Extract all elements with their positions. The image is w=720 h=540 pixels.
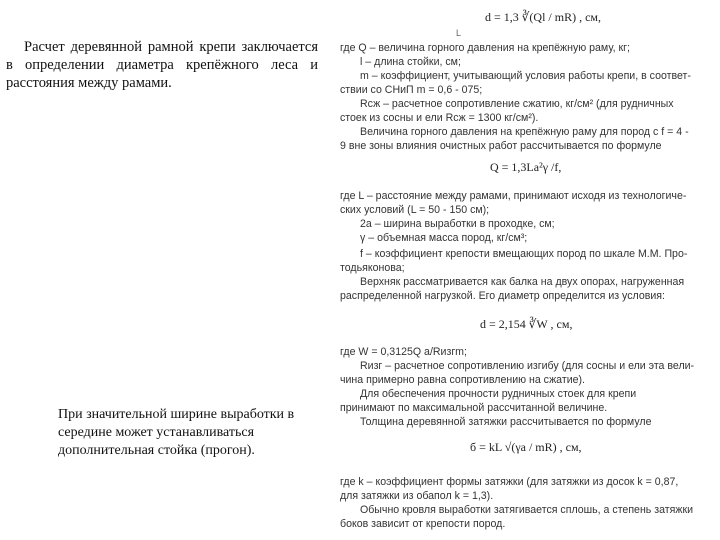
text-line: Для обеспечения прочности рудничных стоек для крепи <box>360 388 637 400</box>
note-text: При значительной ширине выработки в середине может устанавливаться дополнительная стойка (прогон). <box>58 407 295 458</box>
text-line: 9 вне зоны влияния очистных работ рассчитывается по формуле <box>340 140 662 152</box>
text-line: где W = 0,3125Q a/Rизгm; <box>340 346 467 358</box>
text-line: боков зависит от крепости пород. <box>340 518 506 530</box>
text-line: где k – коэффициент формы затяжки (для затяжки из досок k = 0,87, <box>340 476 679 488</box>
text-line: Величина горного давления на крепёжную раму для пород с f = 4 - <box>360 126 689 138</box>
text-line: тодьяконова; <box>340 262 405 274</box>
text-line: f – коэффициент крепости вмещающих пород по шкале М.М. Про- <box>360 248 688 260</box>
intro-paragraph <box>6 38 318 92</box>
text-line: стоек из сосны и ели Rсж = 1300 кг/см²). <box>340 112 539 124</box>
text-line: распределенной нагрузкой. Его диаметр определится из условия: <box>340 290 665 302</box>
formula-diameter-stoyka: d = 1,3 ∛(Ql / mR) , см, <box>485 10 601 24</box>
text-line: γ – объемная масса пород, кг/см³; <box>360 232 528 244</box>
text-line: где Q – величина горного давления на крепёжную раму, кг; <box>340 42 630 54</box>
text-line: Rсж – расчетное сопротивление сжатию, кг/см² (для рудничных <box>360 98 674 110</box>
text-line: чина примерно равна сопротивлению на сжатие). <box>340 374 585 386</box>
text-line: где L – расстояние между рамами, принимают исходя из технологиче- <box>340 190 687 202</box>
text-line: Верхняк рассматривается как балка на двух опорах, нагруженная <box>360 276 685 288</box>
text-line: l – длина стойки, см; <box>360 56 461 68</box>
text-line: ских условий (L = 50 - 150 см); <box>340 204 490 216</box>
text-line: m – коэффициент, учитывающий условия работы крепи, в соответ- <box>360 70 691 82</box>
formula-text-column <box>340 0 696 540</box>
formula-lagging-thickness: б = kL √(γa / mR) , см, <box>470 440 582 454</box>
text-line: Rизг – расчетное сопротивлению изгибу (для сосны и ели эта вели- <box>360 360 695 372</box>
formula-rock-pressure: Q = 1,3La²γ /f, <box>490 160 562 174</box>
formula-diameter-verkhnyak: d = 2,154 ∛W , см, <box>480 317 573 331</box>
text-line: для затяжки из обапол k = 1,3). <box>340 490 494 502</box>
text-line: ствии со СНиП m = 0,6 - 075; <box>340 84 483 96</box>
scan-mark: L <box>456 28 462 38</box>
note-paragraph <box>58 406 298 460</box>
intro-text: Расчет деревянной рамной крепи заключается в определении диаметра крепёжного леса и расстояния между рамами. <box>6 39 318 91</box>
text-line: Обычно кровля выработки затягивается сплошь, а степень затяжки <box>360 504 693 516</box>
text-line: принимают по максимальной рассчитанной величине. <box>340 402 608 414</box>
text-line: Толщина деревянной затяжки рассчитывается по формуле <box>360 416 652 428</box>
text-line: 2a – ширина выработки в проходке, см; <box>360 218 555 230</box>
